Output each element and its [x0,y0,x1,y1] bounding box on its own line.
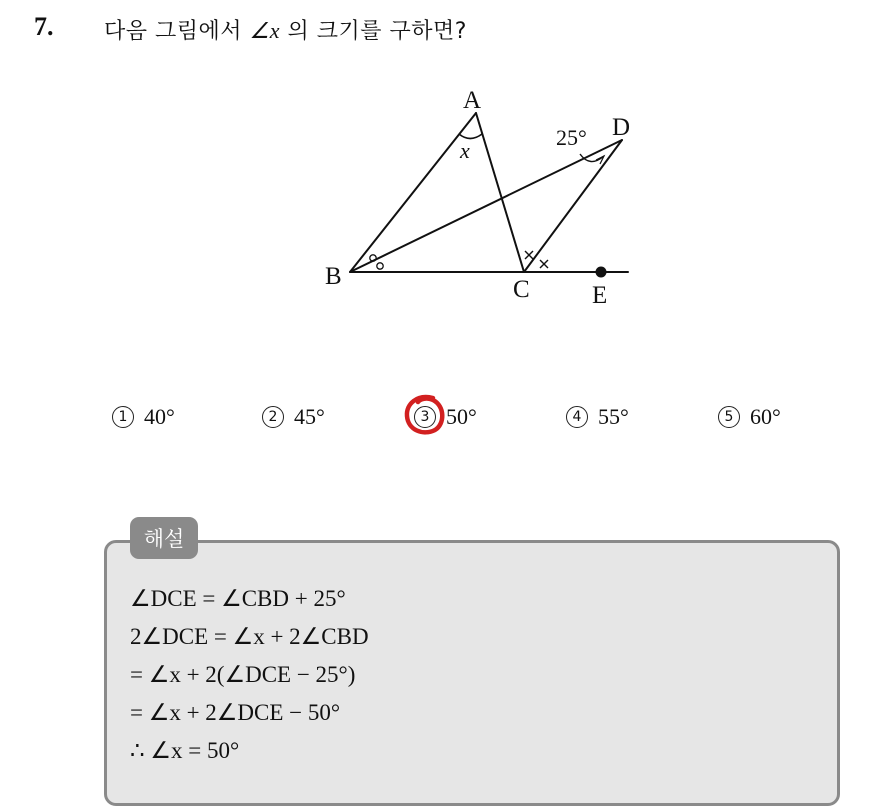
label-B: B [325,263,342,290]
choice-3-value: 50° [446,404,477,429]
choice-3-number: 3 [414,406,436,428]
label-25-degrees: 25° [556,125,587,150]
geometry-figure [0,0,884,340]
solution-line-2: 2∠DCE = ∠x + 2∠CBD [130,624,369,649]
solution-line-1: ∠DCE = ∠CBD + 25° [130,586,346,611]
label-E: E [592,282,608,309]
choice-5-value: 60° [750,404,781,429]
solution-line-3: = ∠x + 2(∠DCE − 25°) [130,662,356,687]
label-x: x [460,138,470,163]
angle-25-arrowhead [596,156,604,164]
choice-5-number: 5 [718,406,740,428]
question-text-before: 다음 그림에서 [104,19,243,44]
segment-AC [476,113,524,272]
angle-x-symbol: ∠x [249,18,281,43]
choice-2-number: 2 [262,406,284,428]
solution-lines [130,580,369,770]
question-text-after: 의 크기를 구하면? [287,19,467,44]
question-number: 7. [34,12,54,41]
segment-CD [524,140,622,272]
segment-AB [350,113,476,272]
choice-4[interactable] [566,404,629,430]
solution-tag: 해설 [130,517,198,559]
angle-mark-circle-2 [377,263,383,269]
label-A: A [463,87,482,114]
choice-1[interactable] [112,404,175,430]
label-D: D [612,114,631,141]
choice-4-number: 4 [566,406,588,428]
choice-1-number: 1 [112,406,134,428]
answer-choices [0,404,884,440]
choice-1-value: 40° [144,404,175,429]
choice-4-value: 55° [598,404,629,429]
choice-3[interactable] [414,404,477,430]
choice-2-value: 45° [294,404,325,429]
choice-2[interactable] [262,404,325,430]
choice-5[interactable] [718,404,781,430]
label-C: C [513,276,530,303]
solution-line-5: ∴ ∠x = 50° [130,738,240,763]
point-E-dot [596,267,607,278]
solution-line-4: = ∠x + 2∠DCE − 50° [130,700,341,725]
segment-BD [350,140,622,272]
